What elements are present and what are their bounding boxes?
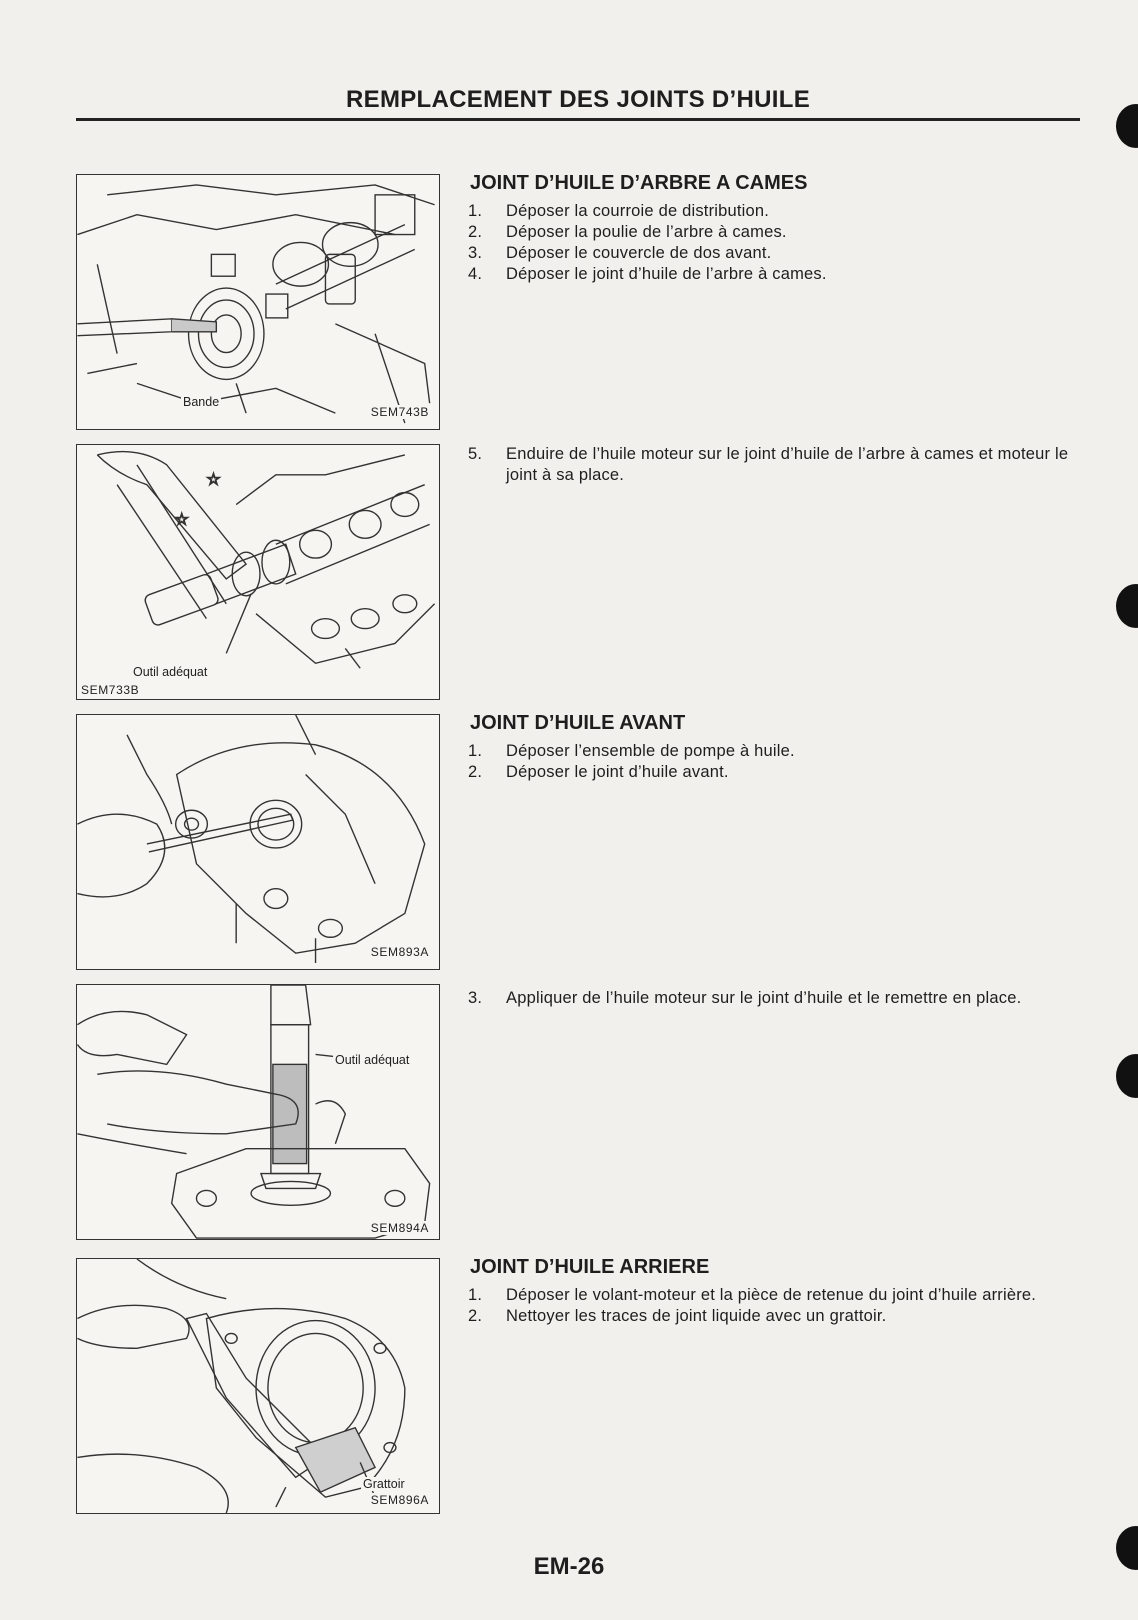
list-item — [468, 201, 1088, 222]
list-item — [468, 444, 1088, 486]
section-heading: JOINT D’HUILE AVANT — [470, 712, 686, 734]
step-number: 3. — [468, 989, 483, 1007]
step-text: Déposer le couvercle de dos avant. — [506, 244, 772, 262]
binder-hole — [1116, 1054, 1138, 1098]
step-number: 1. — [468, 1286, 483, 1304]
rear-seal-scraper-illustration — [77, 1259, 439, 1513]
page-number: EM-26 — [533, 1553, 605, 1580]
section-heading: JOINT D’HUILE ARRIERE — [470, 1256, 710, 1278]
step-text: Appliquer de l’huile moteur sur le joint d’huile et le remettre en place. — [506, 989, 1022, 1007]
figure-label: Outil adéquat — [335, 1053, 410, 1067]
step-number: 1. — [468, 742, 483, 760]
camshaft-seal-removal-illustration — [77, 175, 439, 429]
svg-text:☆: ☆ — [206, 471, 221, 489]
list-item — [468, 1306, 1088, 1327]
figure-rear-seal-scraper — [76, 1258, 440, 1514]
step-text: Enduire de l’huile moteur sur le joint d’huile de l’arbre à cames et moteur le joint à sa place. — [506, 445, 1069, 484]
list-item — [468, 222, 1088, 243]
figure-label: Grattoir — [363, 1477, 405, 1491]
step-number: 2. — [468, 1307, 483, 1325]
svg-text:☆: ☆ — [174, 511, 189, 529]
binder-hole — [1116, 104, 1138, 148]
step-number: 2. — [468, 223, 483, 241]
step-number: 5. — [468, 445, 483, 463]
figure-code: SEM733B — [81, 683, 140, 697]
figure-label: Bande — [183, 395, 220, 409]
step-text: Déposer l’ensemble de pompe à huile. — [506, 742, 795, 760]
step-number: 2. — [468, 763, 483, 781]
list-item — [468, 264, 1088, 285]
step-text: Nettoyer les traces de joint liquide avec un grattoir. — [506, 1307, 887, 1325]
figure-camshaft-seal-removal — [76, 174, 440, 430]
section-camshaft-seal-install — [468, 444, 1088, 486]
camshaft-seal-installation-illustration — [77, 445, 439, 699]
step-text: Déposer la courroie de distribution. — [506, 202, 770, 220]
front-seal-removal-illustration — [77, 715, 439, 969]
section-rear-seal — [468, 1256, 1088, 1327]
list-item — [468, 1285, 1088, 1306]
list-item — [468, 741, 1088, 762]
section-front-seal — [468, 712, 1088, 783]
step-number: 3. — [468, 244, 483, 262]
section-front-seal-install — [468, 988, 1088, 1009]
section-heading: JOINT D’HUILE D’ARBRE A CAMES — [470, 172, 808, 194]
section-camshaft-seal — [468, 172, 1088, 285]
title-rule — [76, 118, 1080, 121]
step-text: Déposer le volant-moteur et la pièce de retenue du joint d’huile arrière. — [506, 1286, 1037, 1304]
figure-front-seal-installation — [76, 984, 440, 1240]
figure-code: SEM893A — [370, 945, 429, 959]
step-number: 1. — [468, 202, 483, 220]
figure-camshaft-seal-installation — [76, 444, 440, 700]
figure-code: SEM743B — [370, 405, 429, 419]
binder-hole — [1116, 584, 1138, 628]
figure-code: SEM894A — [370, 1221, 429, 1235]
step-number: 4. — [468, 265, 483, 283]
step-text: Déposer le joint d’huile avant. — [506, 763, 729, 781]
page-title: REMPLACEMENT DES JOINTS D’HUILE — [346, 86, 810, 113]
figure-front-seal-removal — [76, 714, 440, 970]
figure-label: Outil adéquat — [133, 665, 208, 679]
list-item — [468, 988, 1088, 1009]
list-item — [468, 762, 1088, 783]
step-text: Déposer la poulie de l’arbre à cames. — [506, 223, 787, 241]
front-seal-installation-illustration — [77, 985, 439, 1239]
step-text: Déposer le joint d’huile de l’arbre à cames. — [506, 265, 827, 283]
list-item — [468, 243, 1088, 264]
figure-code: SEM896A — [370, 1493, 429, 1507]
